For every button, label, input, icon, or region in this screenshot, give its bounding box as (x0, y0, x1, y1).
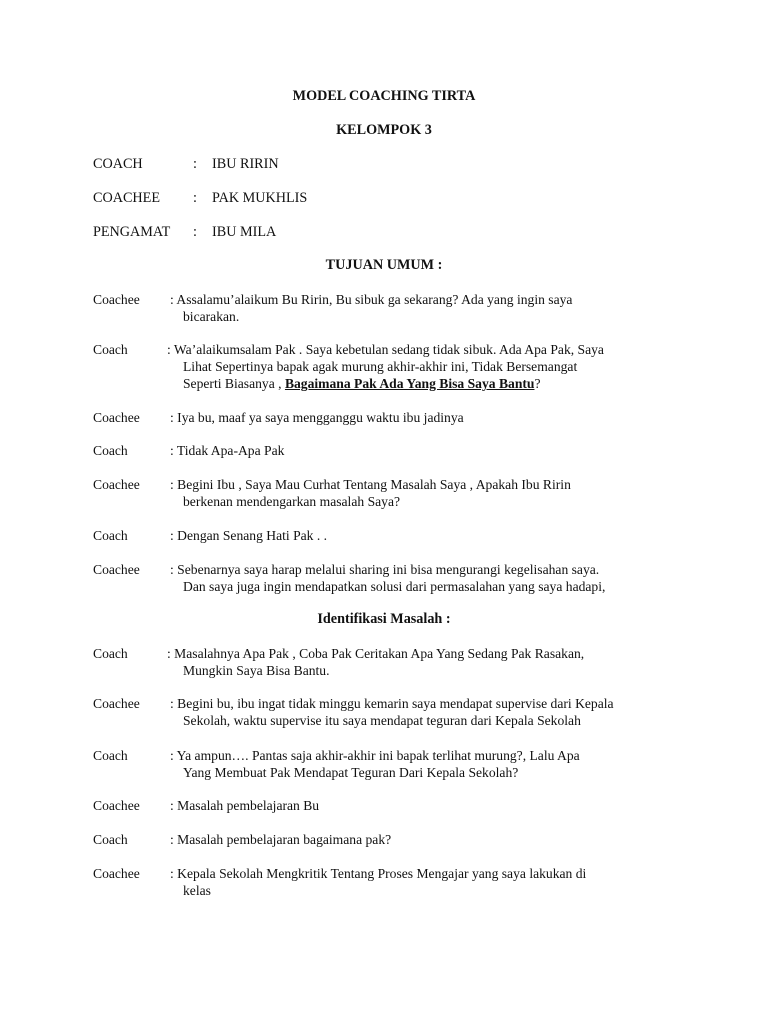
speaker-label: Coachee (93, 562, 140, 577)
dialogue-line: : Tidak Apa-Apa Pak (170, 443, 285, 458)
emphasis-suffix: ? (534, 376, 541, 391)
speaker-label: Coach (93, 646, 128, 661)
role-label: COACH (93, 156, 143, 172)
dialogue-line: : Kepala Sekolah Mengkritik Tentang Proses Mengajar yang saya lakukan di (170, 866, 587, 881)
speaker-label: Coachee (93, 292, 140, 307)
dialogue-line: : Masalah pembelajaran Bu (170, 798, 320, 813)
speaker-label: Coach (93, 528, 128, 543)
role-colon: : (193, 224, 197, 240)
role-label: COACHEE (93, 190, 160, 206)
speaker-label: Coach (93, 832, 128, 847)
dialogue-line: : Sebenarnya saya harap melalui sharing ini bisa mengurangi kegelisahan saya. (170, 562, 600, 577)
role-label: PENGAMAT (93, 224, 171, 240)
dialogue-line: : Dengan Senang Hati Pak . . (170, 528, 328, 543)
dialogue-line: kelas (183, 883, 211, 898)
speaker-label: Coach (93, 342, 128, 357)
section-heading-general-goal: TUJUAN UMUM : (325, 257, 443, 273)
section-heading-problem-identification: Identifikasi Masalah : (317, 611, 451, 627)
speaker-label: Coach (93, 443, 128, 458)
dialogue-line: Yang Membuat Pak Mendapat Teguran Dari Kepala Sekolah? (183, 765, 519, 780)
speaker-label: Coachee (93, 798, 140, 813)
speaker-label: Coach (93, 748, 128, 763)
dialogue-line: Dan saya juga ingin mendapatkan solusi dari permasalahan yang saya hadapi, (183, 579, 606, 594)
role-value: PAK MUKHLIS (212, 190, 308, 206)
dialogue-line: : Begini Ibu , Saya Mau Curhat Tentang Masalah Saya , Apakah Ibu Ririn (170, 477, 571, 492)
dialogue-line: bicarakan. (183, 309, 240, 324)
dialogue-line: : Ya ampun…. Pantas saja akhir-akhir ini bapak terlihat murung?, Lalu Apa (170, 748, 580, 763)
role-colon: : (193, 190, 197, 206)
speaker-label: Coachee (93, 866, 140, 881)
role-value: IBU RIRIN (212, 156, 279, 172)
dialogue-line: Mungkin Saya Bisa Bantu. (183, 663, 330, 678)
speaker-label: Coachee (93, 410, 140, 425)
speaker-label: Coachee (93, 477, 140, 492)
dialogue-line: : Masalahnya Apa Pak , Coba Pak Ceritakan Apa Yang Sedang Pak Rasakan, (167, 646, 585, 661)
emphasized-question: Bagaimana Pak Ada Yang Bisa Saya Bantu (284, 376, 535, 391)
dialogue-line: : Iya bu, maaf ya saya mengganggu waktu ibu jadinya (170, 410, 464, 425)
dialogue-line: berkenan mendengarkan masalah Saya? (183, 494, 401, 509)
dialogue-line: : Begini bu, ibu ingat tidak minggu kemarin saya mendapat supervise dari Kepala (170, 696, 614, 711)
group-heading: KELOMPOK 3 (336, 122, 432, 138)
dialogue-line: : Assalamu’alaikum Bu Ririn, Bu sibuk ga sekarang? Ada yang ingin saya (170, 292, 573, 307)
document-title: MODEL COACHING TIRTA (292, 88, 476, 104)
speaker-label: Coachee (93, 696, 140, 711)
dialogue-line: Lihat Sepertinya bapak agak murung akhir-akhir ini, Tidak Bersemangat (183, 359, 578, 374)
dialogue-line: Seperti Biasanya , (183, 376, 282, 391)
dialogue-line-with-emphasis (183, 375, 541, 392)
role-value: IBU MILA (212, 224, 277, 240)
dialogue-line: : Masalah pembelajaran bagaimana pak? (170, 832, 392, 847)
role-colon: : (193, 156, 197, 172)
dialogue-line: Sekolah, waktu supervise itu saya mendapat teguran dari Kepala Sekolah (183, 713, 581, 728)
dialogue-line: : Wa’alaikumsalam Pak . Saya kebetulan sedang tidak sibuk. Ada Apa Pak, Saya (167, 342, 604, 357)
